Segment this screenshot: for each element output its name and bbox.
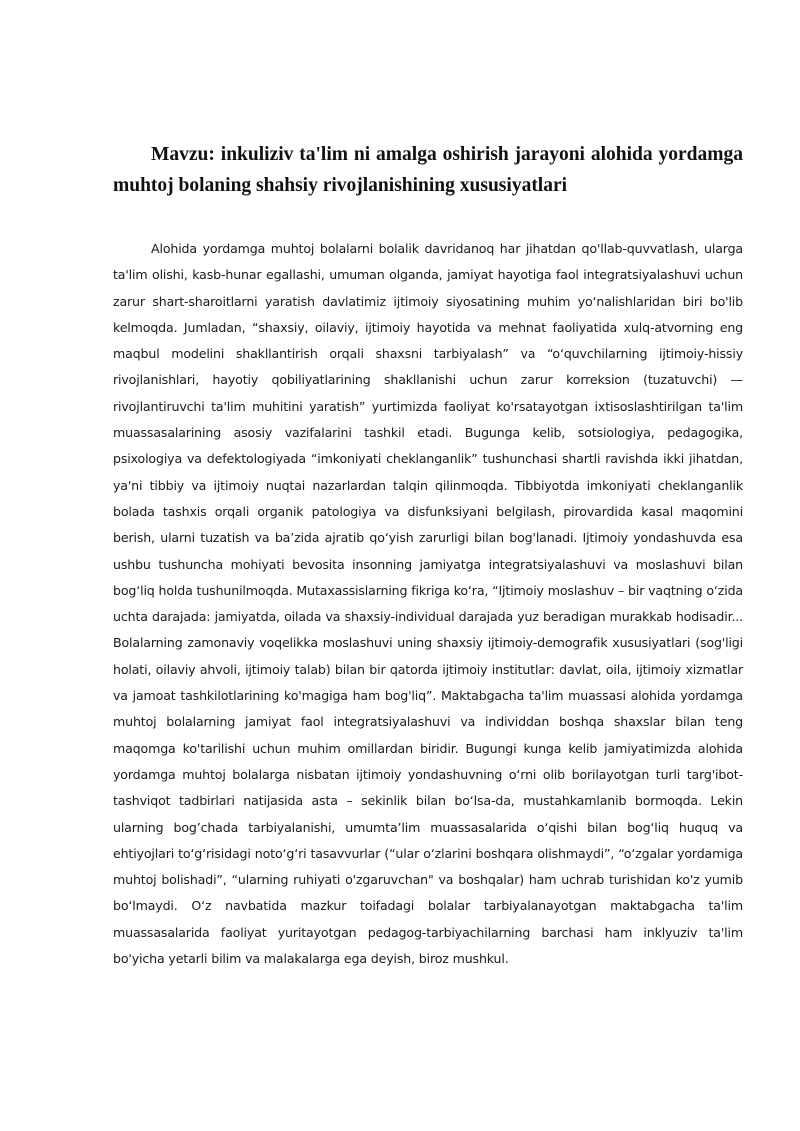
title-line-2: muhtoj bolaning shahsiy rivojlanishining xususiyatlari xyxy=(113,175,568,196)
body-paragraph: Alohida yordamga muhtoj bolalarni bolalik davridanoq har jihatdan qo'llab-quvvatlash, ularga ta'lim olishi, kasb-hunar egallashi, umuman olganda, jamiyat hayotiga faol integratsiyalashuvi uchun zarur shart-sharoitlarni yaratish davlatimiz ijtimoiy siyosatining muhim yo‘nalishlaridan biri bo'lib kelmoqda. Jumladan, “shaxsiy, oilaviy, ijtimoiy hayotida va mehnat faoliyatida xulq-atvorning eng maqbul modelini shakllantirish orqali shaxsni tarbiyalash” va “o‘quvchilarning ijtimoiy-hissiy rivojlanishlari, hayotiy qobiliyatlarining shakllanishi uchun zarur korreksion (tuzatuvchi) — rivojlantiruvchi ta'lim muhitini yaratish” yurtimizda faoliyat ko'rsatayotgan ixtisoslashtirilgan ta'lim muassasalarining asosiy vazifalarini tashkil etadi. Bugunga kelib, sotsiologiya, pedagogika, psixologiya va defektologiyada “imkoniyati cheklanganlik” tushunchasi shartli ravishda ikki jihatdan, ya'ni tibbiy va ijtimoiy nuqtai nazarlardan talqin qilinmoqda. Tibbiyotda imkoniyati cheklanganlik bolada tashxis orqali organik patologiya va disfunksiyani belgilash, pirovardida kasal maqomini berish, ularni tuzatish va ba’zida ajratib qo‘yish zarurligi bilan bog'lanadi. Ijtimoiy yondashuvda esa ushbu tushuncha mohiyati bevosita insonning jamiyatga integratsiyalashuvi va moslashuvi bilan bog‘liq holda tushunilmoqda. Mutaxassislarning fikriga ko‘ra, “Ijtimoiy moslashuv – bir vaqtning o‘zida uchta darajada: jamiyatda, oilada va shaxsiy-individual darajada yuz beradigan murakkab hodisadir... Bolalarning zamonaviy voqelikka moslashuvi uning shaxsiy ijtimoiy-demografik xususiyatlari (sog'ligi holati, oilaviy ahvoli, ijtimoiy talab) bilan bir qatorda ijtimoiy institutlar: davlat, oila, ijtimoiy xizmatlar va jamoat tashkilotlarining ko'magiga ham bog'liq”. Maktabgacha ta'lim muassasi alohida yordamga muhtoj bolalarning jamiyat faol integratsiyalashuvi va individdan boshqa shaxslar bilan teng maqomga ko'tarilishi uchun muhim omillardan biridir. Bugungi kunga kelib jamiyatimizda alohida yordamga muhtoj bolalarga nisbatan ijtimoiy yondashuvning o‘rni olib borilayotgan turli targ'ibot-tashviqot tadbirlari natijasida asta – sekinlik bilan bo‘lsa-da, mustahkamlanib bormoqda. Lekin ularning bog’chada tarbiyalanishi, umumta’lim muassasalarida o‘qishi bilan bog‘liq huquq va ehtiyojlari to‘g‘risidagi noto‘g‘ri tasavvurlar (“ular o‘zlarini boshqara olishmaydi”, “o‘zgalar yordamiga muhtoj bolishadi”, “ularning ruhiyati o'zgaruvchan" va boshqalar) ham uchrab turishidan ko'z yumib bo‘lmaydi. O‘z navbatida mazkur toifadagi bolalar tarbiyalanayotgan maktabgacha ta'lim muassasalarida faoliyat yuritayotgan pedagog-tarbiyachilarning barchasi ham inklyuziv ta'lim bo'yicha yetarli bilim va malakalarga ega deyish, biroz mushkul. xyxy=(113,241,743,967)
document-title xyxy=(113,139,743,201)
title-line-1: Mavzu: inkuliziv ta'lim ni amalga oshirish jarayoni alohida yordamga xyxy=(151,144,743,165)
